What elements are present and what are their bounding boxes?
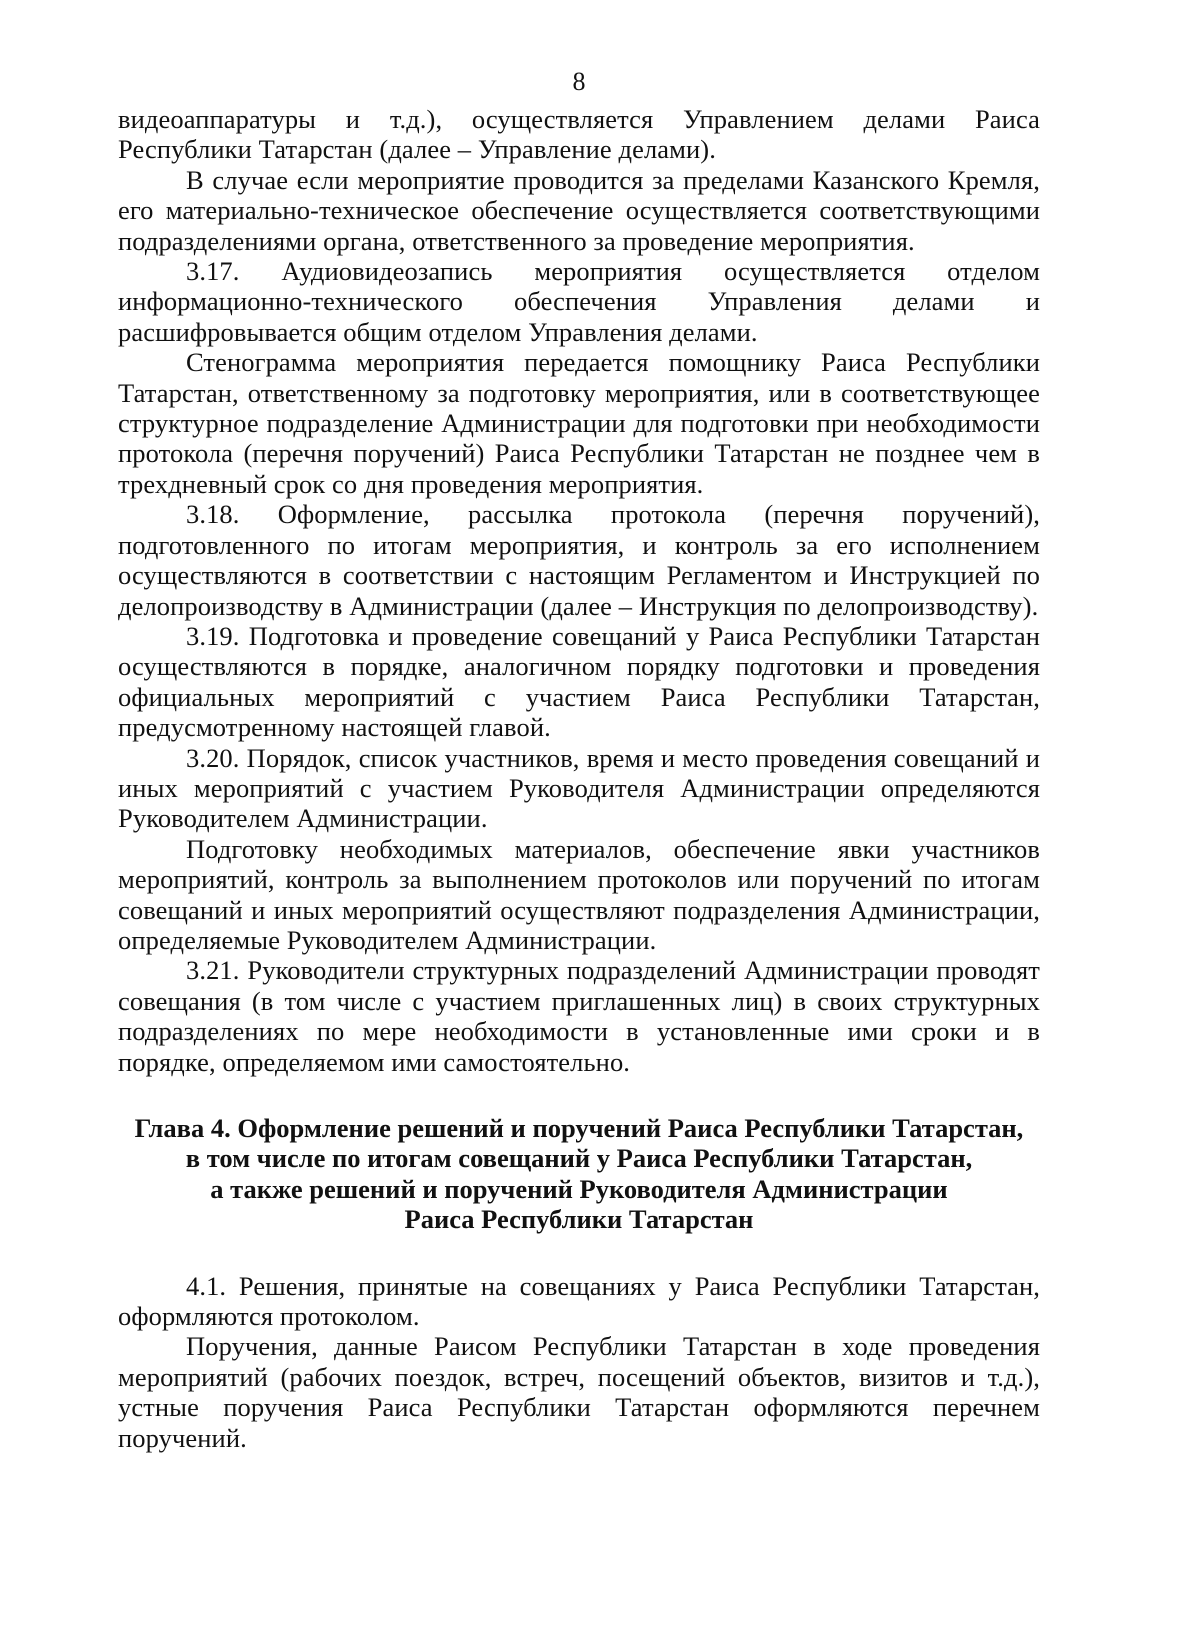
paragraph-instructions: Поручения, данные Раисом Республики Татарстан в ходе проведения мероприятий (рабочих поездок, встреч, посещений объектов, визитов и т.д.), устные поручения Раиса Республики Татарстан оформляются перечнем поручений. (118, 1331, 1040, 1453)
paragraph-continuation: видеоаппаратуры и т.д.), осуществляется Управлением делами Раиса Республики Татарстан (далее – Управление делами). (118, 104, 1040, 165)
paragraph-transcript: Стенограмма мероприятия передается помощнику Раиса Республики Татарстан, ответственному за подготовку мероприятия, или в соответствующее структурное подразделение Администрации для подготовки при необходимости протокола (перечня поручений) Раиса Республики Татарстан не позднее чем в трехдневный срок со дня проведения мероприятия. (118, 347, 1040, 499)
chapter-heading-line: в том числе по итогам совещаний у Раиса Республики Татарстан, (185, 1143, 973, 1174)
chapter-heading-line: Раиса Республики Татарстан (404, 1204, 754, 1235)
document-page (118, 62, 1040, 1453)
section-after (118, 1271, 1040, 1453)
paragraph-4-1: 4.1. Решения, принятые на совещаниях у Раиса Республики Татарстан, оформляются протоколом. (118, 1270, 1040, 1332)
paragraph-kremlin-events: В случае если мероприятие проводится за пределами Казанского Кремля, его материально-техническое обеспечение осуществляется соответствующими подразделениями органа, ответственного за проведение мероприятия. (118, 164, 1040, 256)
paragraph-3-18: 3.18. Оформление, рассылка протокола (перечня поручений), подготовленного по итогам мероприятия, и контроль за его исполнением осуществляются в соответствии с настоящим Регламентом и Инструкцией по делопроизводству в Администрации (далее – Инструкция по делопроизводству). (118, 499, 1040, 621)
paragraph-3-20: 3.20. Порядок, список участников, время и место проведения совещаний и иных мероприятий с участием Руководителя Администрации определяются Руководителем Администрации. (118, 742, 1040, 834)
chapter-heading-line: Глава 4. Оформление решений и поручений Раиса Республики Татарстан, (134, 1113, 1024, 1143)
chapter-heading-line: а также решений и поручений Руководителя Администрации (210, 1173, 948, 1204)
page-number: 8 (572, 67, 586, 96)
chapter-heading (118, 1113, 1040, 1235)
paragraph-3-21: 3.21. Руководители структурных подразделений Администрации проводят совещания (в том числе с участием приглашенных лиц) в своих структурных подразделениях по мере необходимости в установленные ими сроки и в порядке, определяемом ими самостоятельно. (118, 955, 1040, 1077)
paragraph-3-17: 3.17. Аудиовидеозапись мероприятия осуществляется отделом информационно-технического обеспечения Управления делами и расшифровывается общим отделом Управления делами. (118, 256, 1040, 347)
paragraph-3-19: 3.19. Подготовка и проведение совещаний у Раиса Республики Татарстан осуществляются в порядке, аналогичном порядку подготовки и проведения официальных мероприятий с участием Раиса Республики Татарстан, предусмотренному настоящей главой. (118, 620, 1040, 743)
paragraph-materials: Подготовку необходимых материалов, обеспечение явки участников мероприятий, контроль за выполнением протоколов или поручений по итогам совещаний и иных мероприятий осуществляют подразделения Администрации, определяемые Руководителем Администрации. (118, 833, 1040, 955)
section-before (118, 104, 1040, 1077)
